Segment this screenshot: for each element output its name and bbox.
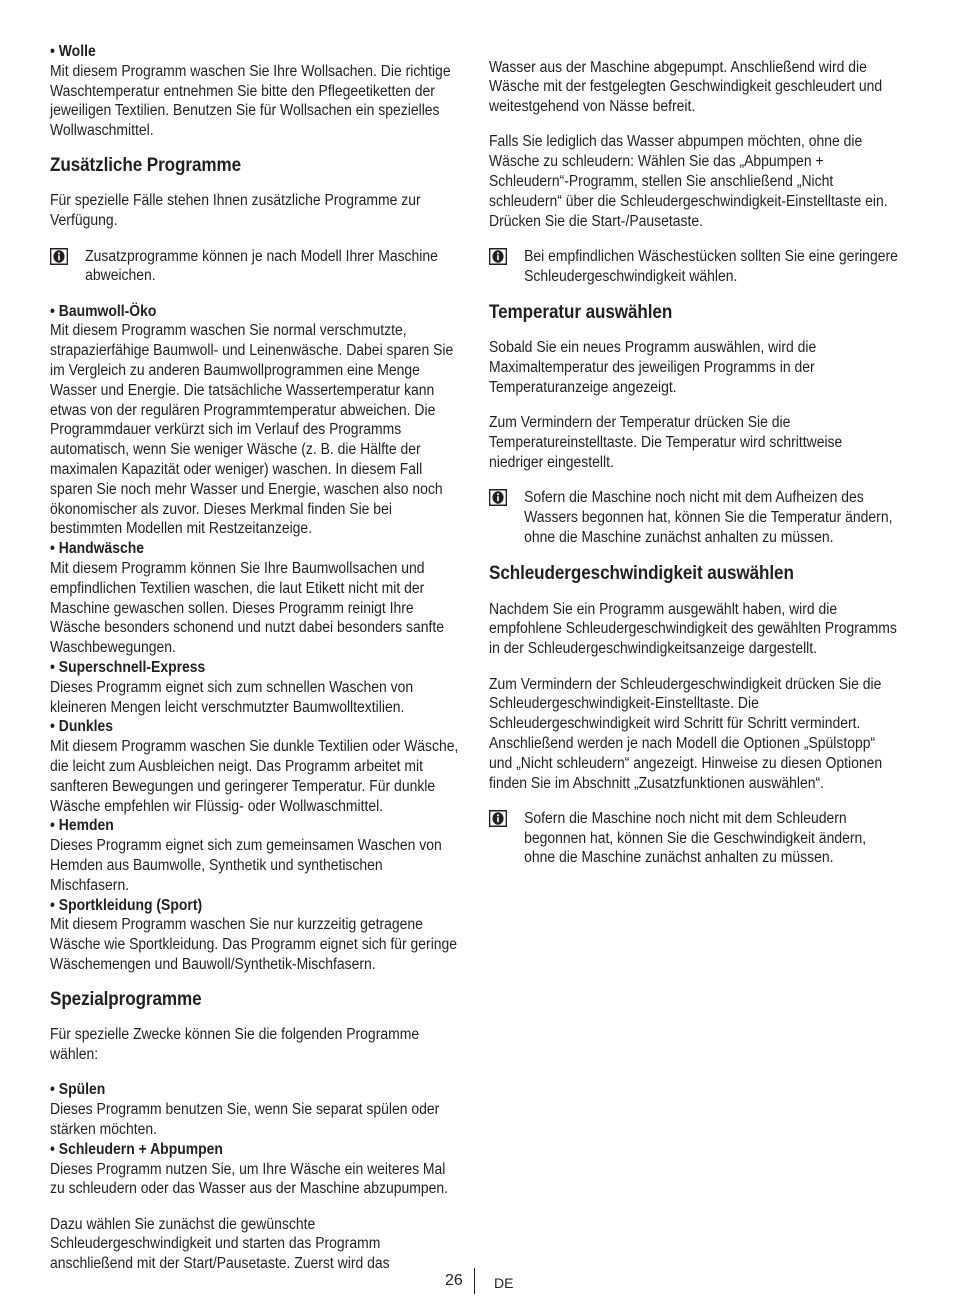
info-icon	[489, 489, 507, 506]
item-title: • Dunkles	[50, 718, 114, 736]
temperature-text-1: Sobald Sie ein neues Programm auswählen, wird die Maximaltemperatur des jeweiligen Programms in der Temperaturanzeige angezeigt.	[489, 339, 817, 397]
note-text: Sofern die Maschine noch nicht mit dem Aufheizen des Wassers begonnen hat, können Sie die Temperatur ändern, ohne die Maschine zunächst anhalten zu müssen.	[524, 489, 893, 546]
zusatz-section	[50, 155, 460, 975]
temperature-note	[489, 488, 899, 547]
item-text: Dieses Programm eignet sich zum schnellen Waschen von kleineren Mengen leicht verschmutzter Baumwolltextilien.	[50, 678, 414, 716]
zusatz-heading: Zusätzliche Programme	[50, 154, 242, 176]
temperature-text-2: Zum Vermindern der Temperatur drücken Sie die Temperatureinstelltaste. Die Temperatur wird schrittweise niedriger eingestellt.	[489, 414, 843, 471]
item-title: • Baumwoll-Öko	[50, 302, 157, 320]
list-item	[50, 717, 460, 816]
list-item	[50, 1140, 460, 1199]
info-icon	[50, 248, 68, 265]
left-column	[50, 42, 460, 1290]
item-text: Mit diesem Programm können Sie Ihre Baumwollsachen und empfindlichen Textilien waschen, die laut Etikett nicht mit der Maschine gewaschen sollen. Dieses Programm reinigt Ihre Wäsche besonders schonend und nutzt dabei besonders sanfte Waschbewegungen.	[50, 560, 444, 657]
footer-divider	[474, 1268, 475, 1294]
list-item	[50, 539, 460, 658]
page-number: 26	[445, 1272, 463, 1289]
item-title: • Superschnell-Express	[50, 659, 206, 677]
item-text: Dieses Programm eignet sich zum gemeinsamen Waschen von Hemden aus Baumwolle, Synthetik und synthetischen Mischfasern.	[50, 837, 442, 894]
spezial-heading: Spezialprogramme	[50, 988, 202, 1010]
item-title: • Spülen	[50, 1081, 106, 1099]
spin-text-2: Zum Vermindern der Schleudergeschwindigkeit drücken Sie die Schleudergeschwindigkeit-Einstelltaste. Die Schleudergeschwindigkeit wird Schritt für Schritt vermindert. Anschließend werden je nach Modell die Optionen „Spülstopp“ und „Nicht schleudern“ angezeigt. Hinweise zu diesen Optionen finden Sie im Abschnitt „Zusatzfunktionen auswählen“.	[489, 675, 883, 792]
language-code: DE	[494, 1275, 514, 1291]
right-column	[489, 42, 899, 884]
note-text: Sofern die Maschine noch nicht mit dem Schleudern begonnen hat, können Sie die Geschwindigkeit ändern, ohne die Maschine zunächst anhalten zu müssen.	[524, 809, 867, 867]
item-title: • Hemden	[50, 817, 114, 835]
info-icon	[489, 810, 507, 827]
item-title: • Sportkleidung (Sport)	[50, 896, 203, 914]
spin-section	[489, 563, 899, 868]
item-text: Mit diesem Programm waschen Sie nur kurzzeitig getragene Wäsche wie Sportkleidung. Das Programm eignet sich für geringe Wäschemengen und Bauwoll/Synthetik-Mischfasern.	[50, 916, 458, 973]
item-text: Dieses Programm nutzen Sie, um Ihre Wäsche ein weiteres Mal zu schleudern oder das Wasser aus der Maschine abzupumpen.	[50, 1160, 449, 1198]
spezial-section	[50, 989, 460, 1274]
list-item	[50, 1080, 460, 1139]
spezial-intro: Für spezielle Zwecke können Sie die folgenden Programme wählen:	[50, 1026, 420, 1064]
zusatz-intro: Für spezielle Fälle stehen Ihnen zusätzliche Programme zur Verfügung.	[50, 192, 421, 230]
page-footer	[0, 1268, 954, 1298]
item-text: Mit diesem Programm waschen Sie normal verschmutzte, strapazierfähige Baumwoll- und Leinenwäsche. Dabei sparen Sie im Vergleich zu anderen Baumwollprogrammen eine Menge Wasser und Energie. Die tatsächliche Wassertemperatur kann etwas von der regulären Programmtemperatur abweichen. Die Programmdauer verkürzt sich im Verlauf des Programms automatisch, wenn Sie weniger Wäsche (z. B. die Hälfte der maximalen Kapazität oder weniger) waschen. In diesem Fall sparen Sie noch mehr Wasser und Energie, waschen also noch ökonomischer als zuvor. Dieses Merkmal finden Sie bei bestimmten Modellen mit Restzeitanzeige.	[50, 322, 454, 538]
list-item	[50, 302, 460, 540]
list-item	[50, 658, 460, 717]
item-title: • Schleudern + Abpumpen	[50, 1140, 223, 1158]
continuation-text: Wasser aus der Maschine abgepumpt. Anschließend wird die Wäsche mit der festgelegten Geschwindigkeit geschleudert und weitestgehend von Nässe befreit.	[489, 58, 883, 116]
wolle-title: • Wolle	[50, 43, 96, 60]
temperature-section	[489, 302, 899, 548]
item-text: Mit diesem Programm waschen Sie dunkle Textilien oder Wäsche, die leicht zum Ausbleichen neigt. Das Programm arbeitet mit sanfteren Bewegungen und geringerer Temperatur. Für dunkle Wäsche empfehlen wir Flüssig- oder Wollwaschmittel.	[50, 738, 459, 815]
spin-delicate-note	[489, 247, 899, 287]
info-icon	[489, 248, 507, 265]
list-item	[50, 896, 460, 975]
wolle-text: Mit diesem Programm waschen Sie Ihre Wollsachen. Die richtige Waschtemperatur entnehmen Sie bitte den Pflegeetiketten der jeweiligen Textilien. Benutzen Sie für Wollsachen ein spezielles Wollwaschmittel.	[50, 62, 451, 140]
continuation-text-2: Falls Sie lediglich das Wasser abpumpen möchten, ohne die Wäsche zu schleudern: Wählen Sie das „Abpumpen + Schleudern“-Programm, stellen Sie anschließend „Nicht schleudern“ über die Schleudergeschwindigkeit-Einstelltaste ein. Drücken Sie die Start-/Pausetaste.	[489, 133, 888, 230]
item-title: • Handwäsche	[50, 540, 145, 558]
spin-text-1: Nachdem Sie ein Programm ausgewählt haben, wird die empfohlene Schleudergeschwindigkeit des gewählten Programms in der Schleudergeschwindigkeitsanzeige dargestellt.	[489, 600, 897, 658]
spin-note	[489, 809, 899, 868]
wolle-block	[50, 42, 460, 141]
zusatz-note	[50, 247, 460, 287]
note-text: Bei empfindlichen Wäschestücken sollten Sie eine geringere Schleudergeschwindigkeit wählen.	[524, 247, 898, 285]
zusatz-note-text: Zusatzprogramme können je nach Modell Ihrer Maschine abweichen.	[85, 247, 438, 285]
item-text: Dieses Programm benutzen Sie, wenn Sie separat spülen oder stärken möchten.	[50, 1101, 440, 1138]
spezial-extra: Dazu wählen Sie zunächst die gewünschte Schleudergeschwindigkeit und starten das Programm anschließend mit der Start/Pausetaste. Zuerst wird das	[50, 1215, 390, 1273]
temperature-heading: Temperatur auswählen	[489, 301, 673, 323]
spin-heading: Schleudergeschwindigkeit auswählen	[489, 563, 794, 585]
list-item	[50, 816, 460, 895]
